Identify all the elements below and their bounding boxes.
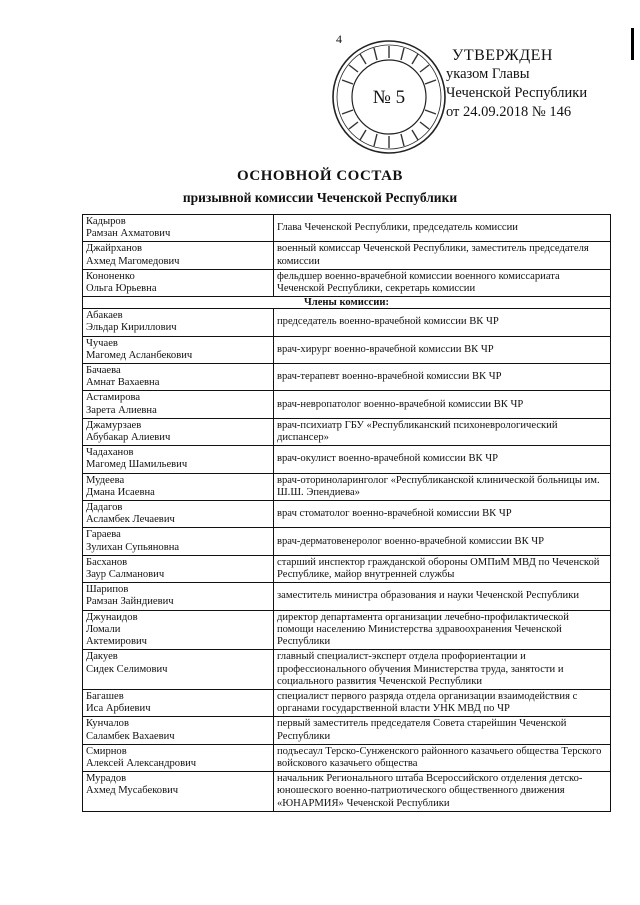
table-row bbox=[83, 744, 611, 771]
person-surname: Чучаев bbox=[86, 337, 118, 349]
person-role-cell: врач-дерматовенеролог военно-врачебной комиссии ВК ЧР bbox=[274, 528, 611, 555]
person-role-cell: председатель военно-врачебной комиссии ВК ЧР bbox=[274, 309, 611, 336]
person-role-cell: первый заместитель председателя Совета старейшин Чеченской Республики bbox=[274, 717, 611, 744]
person-surname: Кунчалов bbox=[86, 718, 129, 730]
person-given-name: Дмана Исаевна bbox=[86, 486, 155, 498]
person-name-cell bbox=[83, 309, 274, 336]
table-row bbox=[83, 242, 611, 269]
person-given-name: Ломали bbox=[86, 623, 121, 635]
person-surname: Кадыров bbox=[86, 216, 126, 227]
person-role-cell: заместитель министра образования и науки Чеченской Республики bbox=[274, 583, 611, 610]
person-role-cell: врач-психиатр ГБУ «Республиканский психоневрологический диспансер» bbox=[274, 418, 611, 445]
person-role-cell: врач-хирург военно-врачебной комиссии ВК ЧР bbox=[274, 336, 611, 363]
person-surname: Бачаева bbox=[86, 365, 121, 377]
table-row bbox=[83, 501, 611, 528]
person-name-cell bbox=[83, 446, 274, 473]
person-surname: Мудеева bbox=[86, 474, 125, 486]
person-role-cell: подъесаул Терско-Сунженского районного казачьего общества Терского войскового казачьего общества bbox=[274, 744, 611, 771]
person-role-cell: директор департамента организации лечебно-профилактической помощи населению Министерства здравоохранения Чеченской Республики bbox=[274, 610, 611, 650]
document-title: ОСНОВНОЙ СОСТАВ bbox=[237, 168, 403, 184]
table-row bbox=[83, 528, 611, 555]
person-surname: Джамурзаев bbox=[86, 419, 142, 431]
person-given-name: Магомед Шамильевич bbox=[86, 459, 188, 471]
person-surname: Смирнов bbox=[86, 745, 127, 757]
person-surname: Басханов bbox=[86, 556, 128, 568]
person-name-cell bbox=[83, 650, 274, 690]
person-name-cell bbox=[83, 418, 274, 445]
person-given-name: Амнат Вахаевна bbox=[86, 377, 160, 389]
person-name-cell bbox=[83, 364, 274, 391]
table-row bbox=[83, 473, 611, 500]
person-given-name: Саламбек Вахаевич bbox=[86, 730, 175, 742]
person-role-cell: врач-оториноларинголог «Республиканской клинической больницы им. Ш.Ш. Эпендиева» bbox=[274, 473, 611, 500]
person-role-cell: врач-невропатолог военно-врачебной комиссии ВК ЧР bbox=[274, 391, 611, 418]
approval-authority: Чеченской Республики bbox=[446, 85, 588, 101]
approval-decree: указом Главы bbox=[446, 66, 530, 82]
table-row bbox=[83, 364, 611, 391]
section-row bbox=[83, 297, 611, 309]
commission-table bbox=[82, 214, 611, 812]
person-given-name: Эльдар Кириллович bbox=[86, 322, 177, 334]
person-surname: Абакаев bbox=[86, 310, 123, 322]
table-row bbox=[83, 446, 611, 473]
person-given-name: Ахмед Магомедович bbox=[86, 255, 180, 267]
person-surname: Астамирова bbox=[86, 392, 141, 404]
document-subtitle: призывной комиссии Чеченской Республики bbox=[182, 190, 458, 205]
person-role-cell: начальник Регионального штаба Всероссийского отделения детско-юношеского военно-патриотического общественного движения «ЮНАРМИЯ» Чеченской Республики bbox=[274, 772, 611, 812]
person-given-name: Ахмед Мусабекович bbox=[86, 785, 179, 797]
person-surname: Дадагов bbox=[86, 502, 123, 514]
person-surname: Дакуев bbox=[86, 651, 118, 663]
person-given-name: Сидек Селимович bbox=[86, 663, 168, 675]
page-number: 4 bbox=[336, 32, 342, 46]
person-surname: Кононенко bbox=[86, 270, 135, 282]
table-row bbox=[83, 772, 611, 812]
person-name-cell bbox=[83, 689, 274, 716]
person-given-name: Рамзан Зайндиевич bbox=[86, 596, 174, 608]
person-surname: Джайрханов bbox=[86, 243, 143, 255]
table-row bbox=[83, 610, 611, 650]
person-surname: Гараева bbox=[86, 529, 121, 541]
person-given-name: Иса Арбиевич bbox=[86, 703, 151, 715]
table-row bbox=[83, 555, 611, 582]
person-surname: Багашев bbox=[86, 690, 124, 702]
person-role-cell: военный комиссар Чеченской Республики, заместитель председателя комиссии bbox=[274, 242, 611, 269]
table-row bbox=[83, 309, 611, 336]
person-name-cell bbox=[83, 269, 274, 296]
person-role-cell: врач стоматолог военно-врачебной комиссии ВК ЧР bbox=[274, 501, 611, 528]
person-given-name: Зарета Алиевна bbox=[86, 404, 157, 416]
person-given-name: Асламбек Лечаевич bbox=[86, 514, 175, 526]
table-row bbox=[83, 650, 611, 690]
person-name-cell bbox=[83, 501, 274, 528]
person-given-name: Абубакар Алиевич bbox=[86, 432, 171, 444]
table-row bbox=[83, 215, 611, 242]
person-name-cell bbox=[83, 242, 274, 269]
person-name-cell bbox=[83, 391, 274, 418]
person-name-cell bbox=[83, 610, 274, 650]
table-row bbox=[83, 391, 611, 418]
members-section-label: Члены комиссии: bbox=[83, 297, 611, 309]
table-row bbox=[83, 689, 611, 716]
seal-number: № 5 bbox=[372, 87, 406, 108]
approval-date-number: от 24.09.2018 № 146 bbox=[446, 104, 572, 120]
table-row bbox=[83, 336, 611, 363]
person-name-cell bbox=[83, 555, 274, 582]
person-name-cell bbox=[83, 336, 274, 363]
official-seal-stamp bbox=[330, 38, 448, 156]
person-name-cell bbox=[83, 717, 274, 744]
person-role-cell: Глава Чеченской Республики, председатель комиссии bbox=[274, 215, 611, 242]
person-name-cell bbox=[83, 744, 274, 771]
person-name-cell bbox=[83, 473, 274, 500]
approval-block bbox=[440, 46, 587, 122]
person-given-name: Заур Салманович bbox=[86, 569, 165, 581]
person-role-cell: врач-окулист военно-врачебной комиссии ВК ЧР bbox=[274, 446, 611, 473]
table-row bbox=[83, 583, 611, 610]
table-row bbox=[83, 418, 611, 445]
person-role-cell: фельдшер военно-врачебной комиссии военного комиссариата Чеченской Республики, секретарь комиссии bbox=[274, 269, 611, 296]
person-role-cell: врач-терапевт военно-врачебной комиссии ВК ЧР bbox=[274, 364, 611, 391]
person-given-name: Зулихан Супьяновна bbox=[86, 541, 180, 553]
person-given-name: Ольга Юрьевна bbox=[86, 283, 157, 295]
person-surname: Мурадов bbox=[86, 773, 127, 785]
person-surname: Джунаидов bbox=[86, 611, 138, 623]
person-given-name: Алексей Александрович bbox=[86, 757, 197, 769]
person-name-cell bbox=[83, 772, 274, 812]
person-role-cell: главный специалист-эксперт отдела профориентации и профессионального обучения Министерства труда, занятости и социального развития Чеченской Республики bbox=[274, 650, 611, 690]
scan-edge-mark bbox=[631, 28, 634, 60]
table-row bbox=[83, 717, 611, 744]
person-given-name: Магомед Асланбекович bbox=[86, 349, 193, 361]
person-patronymic: Актемирович bbox=[86, 636, 147, 648]
person-surname: Шарипов bbox=[86, 584, 129, 596]
person-role-cell: специалист первого разряда отдела организации взаимодействия с органами государственной власти УНК МВД по ЧР bbox=[274, 689, 611, 716]
person-name-cell bbox=[83, 215, 274, 242]
person-role-cell: старший инспектор гражданской обороны ОМПиМ МВД по Чеченской Республике, майор внутренней службы bbox=[274, 555, 611, 582]
person-name-cell bbox=[83, 583, 274, 610]
person-given-name: Рамзан Ахматович bbox=[86, 228, 171, 240]
person-name-cell bbox=[83, 528, 274, 555]
table-row bbox=[83, 269, 611, 296]
person-surname: Чадаханов bbox=[86, 447, 134, 459]
approval-heading: УТВЕРЖДЕН bbox=[452, 47, 553, 64]
